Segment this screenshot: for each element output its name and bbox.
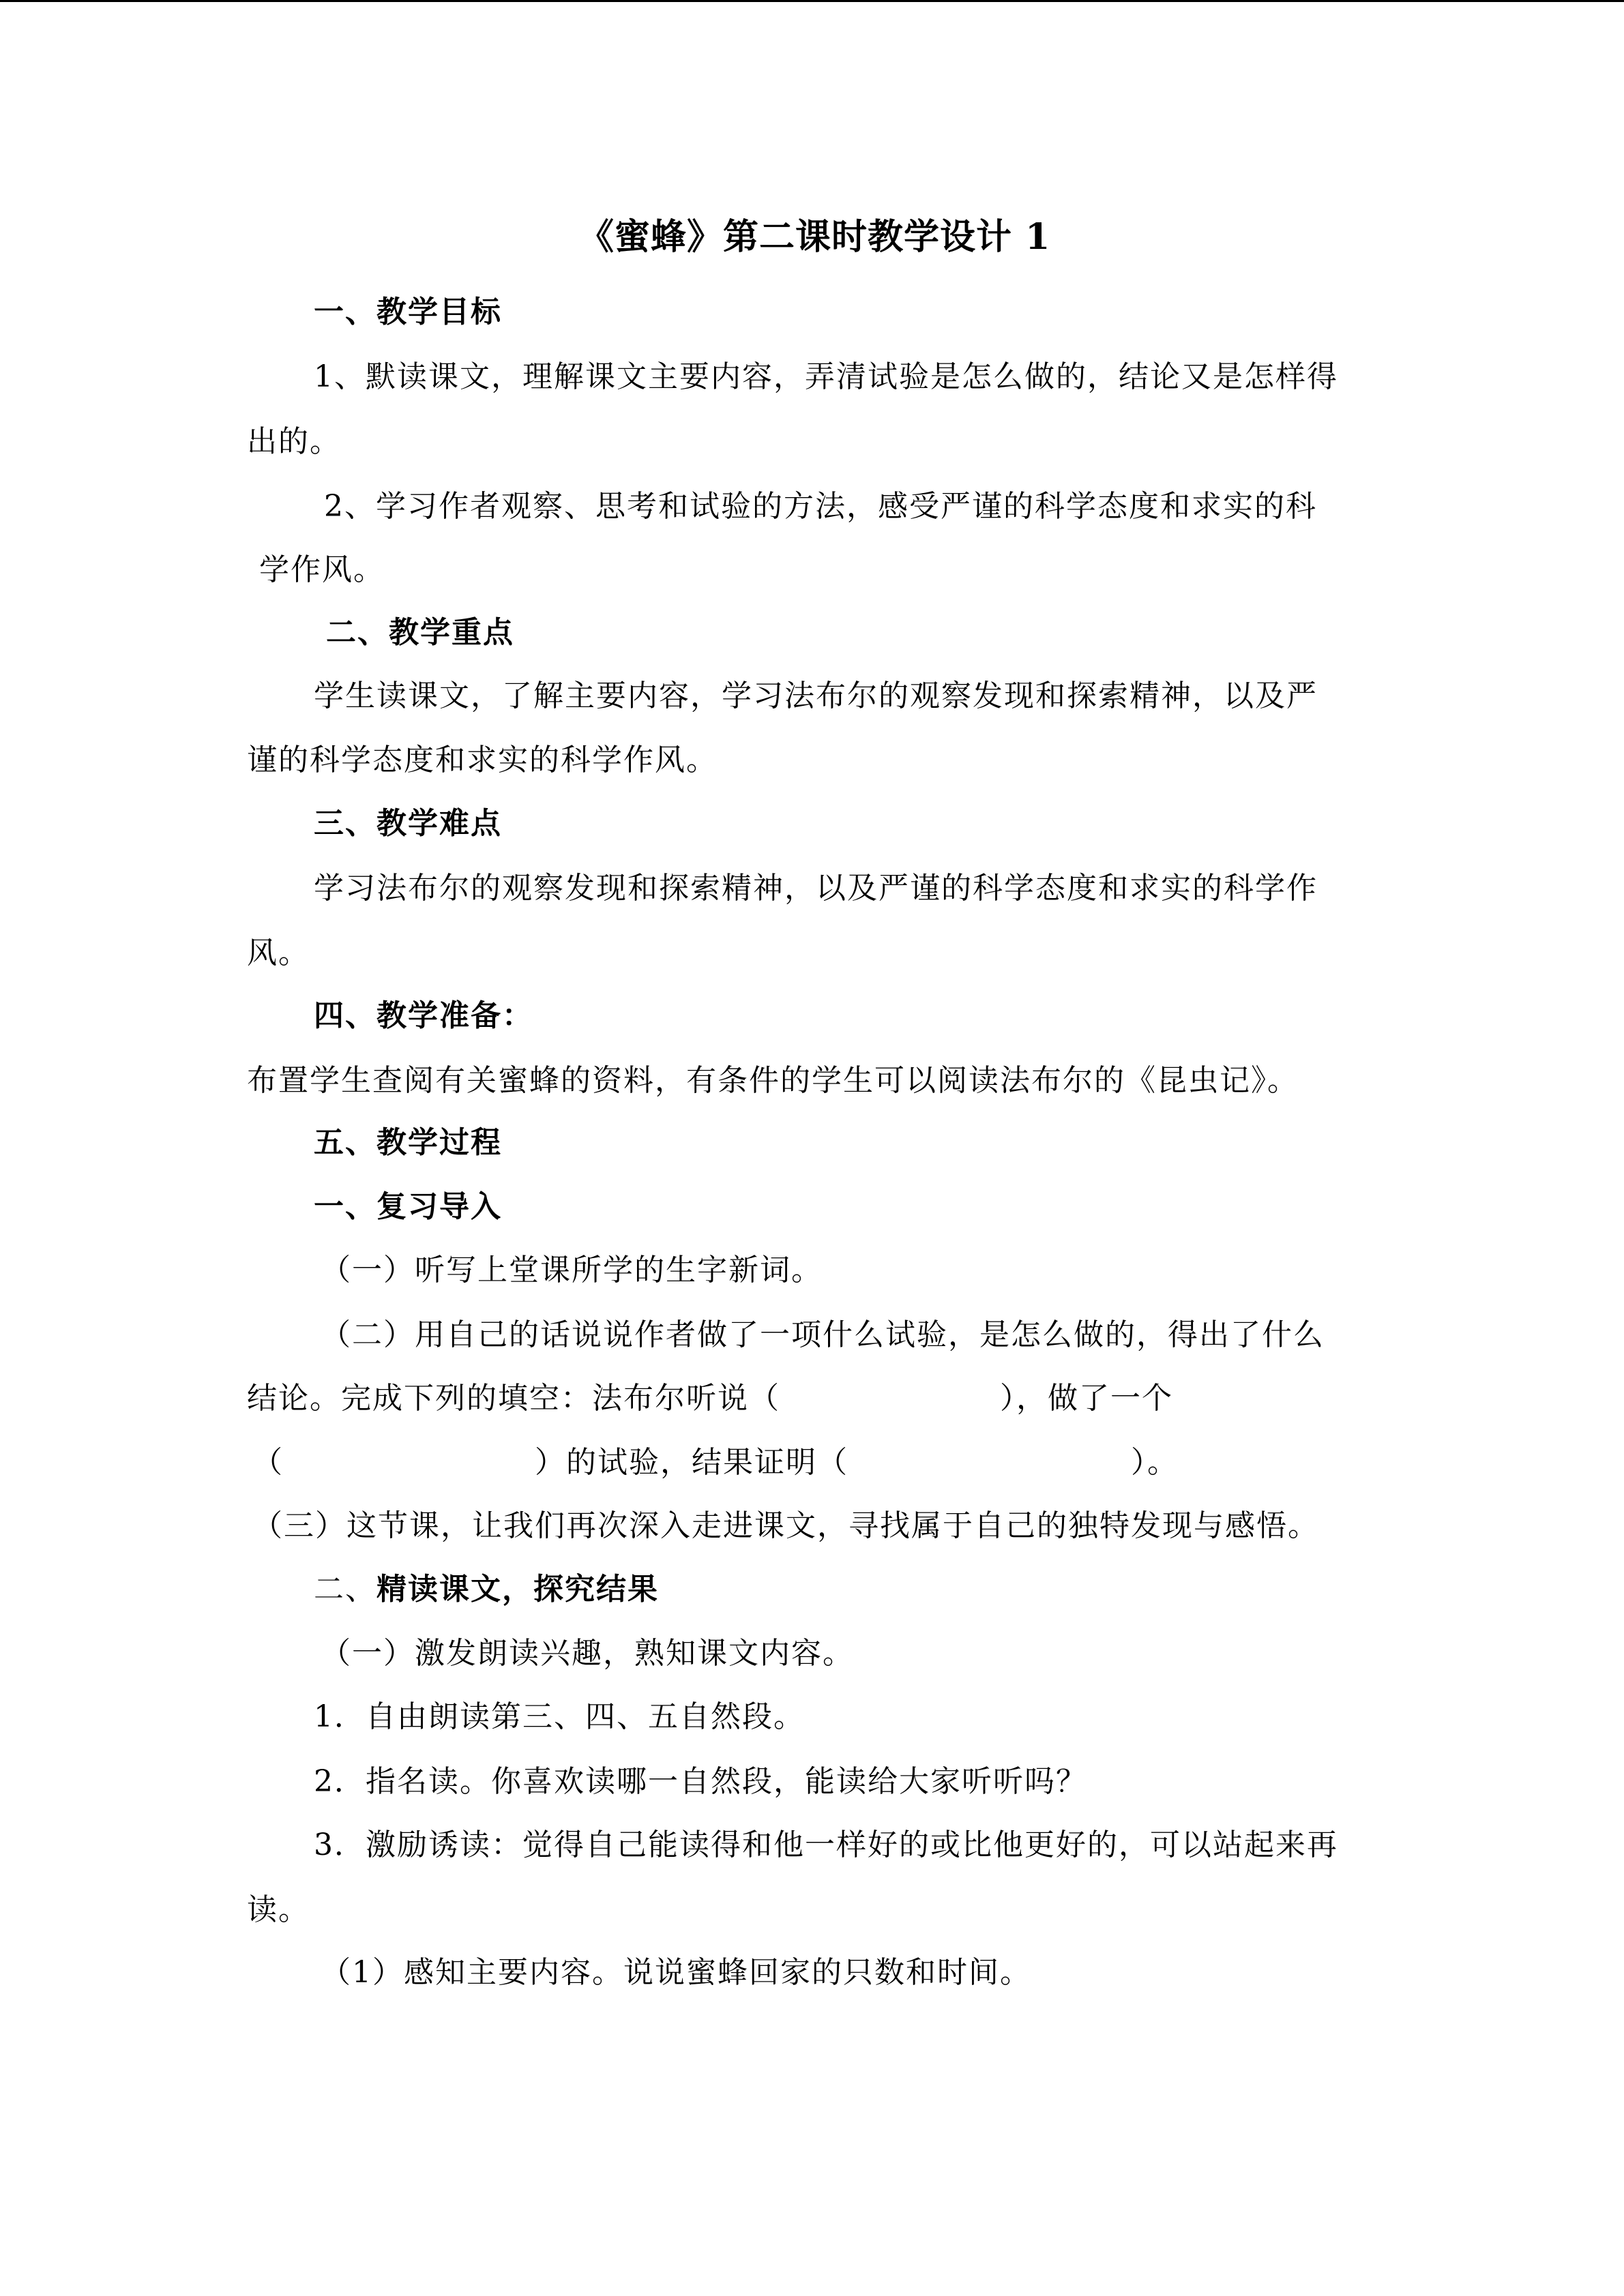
list-item-3-line-2: 读。: [247, 1892, 310, 1927]
paragraph-goal-2-line-1: 2、学习作者观察、思考和试验的方法，感受严谨的科学态度和求实的科: [324, 489, 1317, 524]
paragraph-review-3: （三）这节课，让我们再次深入走进课文，寻找属于自己的独特发现与感悟。: [252, 1508, 1319, 1543]
paragraph-goal-1-line-2: 出的。: [247, 424, 341, 459]
list-item-3-line-1: 3．激励诱读：觉得自己能读得和他一样好的或比他更好的，可以站起来再: [314, 1828, 1338, 1862]
top-border: [0, 0, 1624, 2]
heading-difficulties: 三、教学难点: [314, 806, 502, 841]
list-item-2: 2．指名读。你喜欢读哪一自然段，能读给大家听听吗？: [314, 1764, 1087, 1799]
paragraph-review-2-line-1: （二）用自己的话说说作者做了一项什么试验，是怎么做的，得出了什么: [321, 1317, 1325, 1352]
heading-preparation: 四、教学准备：: [314, 998, 533, 1033]
heading-close-reading-text: 精读课文，探究结果: [377, 1572, 659, 1607]
paragraph-key-points-line-2: 谨的科学态度和求实的科学作风。: [247, 743, 718, 777]
paragraph-goal-1-line-1: 1、默读课文，理解课文主要内容，弄清试验是怎么做的，结论又是怎样得: [314, 359, 1338, 394]
sub-item-1: （1）感知主要内容。说说蜜蜂回家的只数和时间。: [321, 1955, 1031, 1990]
paragraph-difficulties-line-1: 学习法布尔的观察发现和探索精神，以及严谨的科学态度和求实的科学作: [314, 871, 1318, 906]
paragraph-preparation: 布置学生查阅有关蜜蜂的资料，有条件的学生可以阅读法布尔的《昆虫记》。: [247, 1063, 1299, 1098]
heading-key-points: 二、教学重点: [326, 615, 514, 650]
document-title: 《蜜蜂》第二课时教学设计 1: [578, 216, 1051, 258]
paragraph-review-2-line-3: （ ）的试验，结果证明（ ）。: [252, 1445, 1179, 1480]
paragraph-review-2-line-2: 结论。完成下列的填空：法布尔听说（ ），做了一个: [247, 1381, 1173, 1416]
heading-teaching-process: 五、教学过程: [314, 1125, 502, 1160]
paragraph-reading-interest: （一）激发朗读兴趣，熟知课文内容。: [321, 1636, 854, 1671]
heading-close-reading-number: 二、: [314, 1572, 377, 1607]
paragraph-key-points-line-1: 学生读课文，了解主要内容，学习法布尔的观察发现和探索精神，以及严: [314, 679, 1318, 713]
heading-teaching-goals: 一、教学目标: [314, 295, 502, 329]
heading-review-intro: 一、复习导入: [314, 1189, 502, 1224]
paragraph-goal-2-line-2: 学作风。: [259, 552, 385, 587]
paragraph-difficulties-line-2: 风。: [247, 936, 310, 970]
paragraph-review-1: （一）听写上堂课所学的生字新词。: [321, 1253, 823, 1287]
list-item-1: 1．自由朗读第三、四、五自然段。: [314, 1699, 805, 1734]
heading-close-reading: [314, 1570, 659, 1609]
